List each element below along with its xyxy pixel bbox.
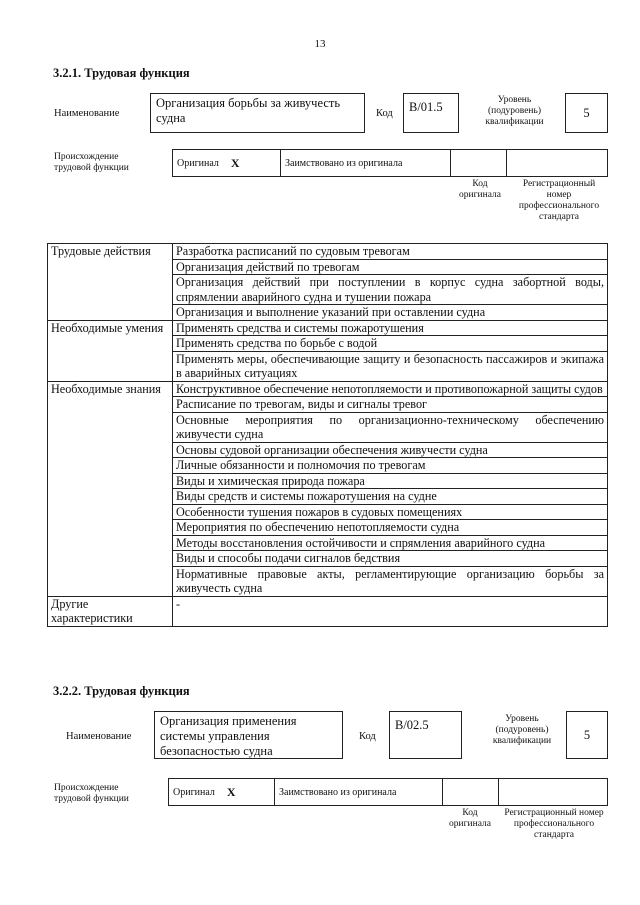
original-code-cell xyxy=(451,150,507,176)
reg-number-label: Регистрационный номер профессионального стандарта xyxy=(504,808,604,840)
original-cell xyxy=(169,779,275,805)
table-item-cell: Личные обязанности и полномочия по тревогам xyxy=(173,458,608,474)
reg-number-cell xyxy=(507,150,607,176)
table-row xyxy=(48,381,608,397)
code-value-box: B/01.5 xyxy=(403,93,459,133)
table-category-cell: Необходимые умения xyxy=(48,320,173,381)
original-cell xyxy=(173,150,281,176)
function-details-table xyxy=(47,243,608,627)
qualification-level-box: 5 xyxy=(565,93,608,133)
borrowed-cell xyxy=(275,779,443,805)
table-item-cell: Применять меры, обеспечивающие защиту и безопасность пассажиров и экипажа в аварийных ситуациях xyxy=(173,351,608,381)
page-number: 13 xyxy=(314,38,326,50)
table-category-cell: Трудовые действия xyxy=(48,244,173,321)
original-code-label: Код оригинала xyxy=(449,808,491,829)
origin-row xyxy=(172,149,608,177)
origin-label: Происхождение трудовой функции xyxy=(54,152,129,173)
table-category-cell: Другие характеристики xyxy=(48,596,173,626)
function-name-box: Организация борьбы за живучесть судна xyxy=(150,93,365,133)
original-label: Оригинал xyxy=(173,786,215,798)
origin-label: Происхождение трудовой функции xyxy=(54,783,129,804)
table-row xyxy=(48,596,608,626)
reg-number-label: Регистрационный номер профессионального стандарта xyxy=(518,179,600,222)
table-row xyxy=(48,320,608,336)
function-name-box: Организация применения системы управления безопасностью судна xyxy=(154,711,343,759)
table-item-cell: Особенности тушения пожаров в судовых помещениях xyxy=(173,504,608,520)
qualification-level-label: Уровень (подуровень) квалификации xyxy=(492,714,552,746)
code-label: Код xyxy=(359,731,376,742)
original-mark: X xyxy=(230,155,240,170)
name-label: Наименование xyxy=(66,731,132,742)
section-heading: 3.2.1. Трудовая функция xyxy=(53,66,190,80)
table-category-cell: Необходимые знания xyxy=(48,381,173,596)
table-item-cell: Виды и химическая природа пожара xyxy=(173,473,608,489)
table-item-cell: Основы судовой организации обеспечения живучести судна xyxy=(173,442,608,458)
table-item-cell: Нормативные правовые акты, регламентирующие организацию борьбы за живучесть судна xyxy=(173,566,608,596)
table-item-cell: Виды средств и системы пожаротушения на судне xyxy=(173,489,608,505)
table-item-cell: Применять средства по борьбе с водой xyxy=(173,336,608,352)
original-code-label: Код оригинала xyxy=(459,179,501,200)
table-item-cell: - xyxy=(173,596,608,626)
table-item-cell: Основные мероприятия по организационно-техническому обеспечению живучести судна xyxy=(173,412,608,442)
original-mark: X xyxy=(226,784,236,799)
origin-row xyxy=(168,778,608,806)
reg-number-cell xyxy=(499,779,607,805)
code-label: Код xyxy=(376,108,393,119)
code-value-box: B/02.5 xyxy=(389,711,462,759)
table-item-cell: Виды и способы подачи сигналов бедствия xyxy=(173,551,608,567)
table-row xyxy=(48,244,608,260)
original-code-cell xyxy=(443,779,499,805)
table-item-cell: Организация и выполнение указаний при оставлении судна xyxy=(173,305,608,321)
section-heading: 3.2.2. Трудовая функция xyxy=(53,684,190,698)
borrowed-cell xyxy=(281,150,451,176)
table-item-cell: Расписание по тревогам, виды и сигналы тревог xyxy=(173,397,608,413)
borrowed-label: Заимствовано из оригинала xyxy=(285,157,403,169)
table-item-cell: Применять средства и системы пожаротушения xyxy=(173,320,608,336)
qualification-level-box: 5 xyxy=(566,711,608,759)
borrowed-label: Заимствовано из оригинала xyxy=(279,786,397,798)
table-item-cell: Методы восстановления остойчивости и спрямления аварийного судна xyxy=(173,535,608,551)
original-label: Оригинал xyxy=(177,157,219,169)
name-label: Наименование xyxy=(54,108,120,119)
table-item-cell: Организация действий по тревогам xyxy=(173,259,608,275)
table-item-cell: Конструктивное обеспечение непотопляемости и противопожарной защиты судов xyxy=(173,381,608,397)
table-item-cell: Организация действий при поступлении в корпус судна забортной воды, спрямлении аварийного судна и тушении пожара xyxy=(173,275,608,305)
table-item-cell: Мероприятия по обеспечению непотопляемости судна xyxy=(173,520,608,536)
qualification-level-label: Уровень (подуровень) квалификации xyxy=(485,95,544,127)
table-item-cell: Разработка расписаний по судовым тревогам xyxy=(173,244,608,260)
